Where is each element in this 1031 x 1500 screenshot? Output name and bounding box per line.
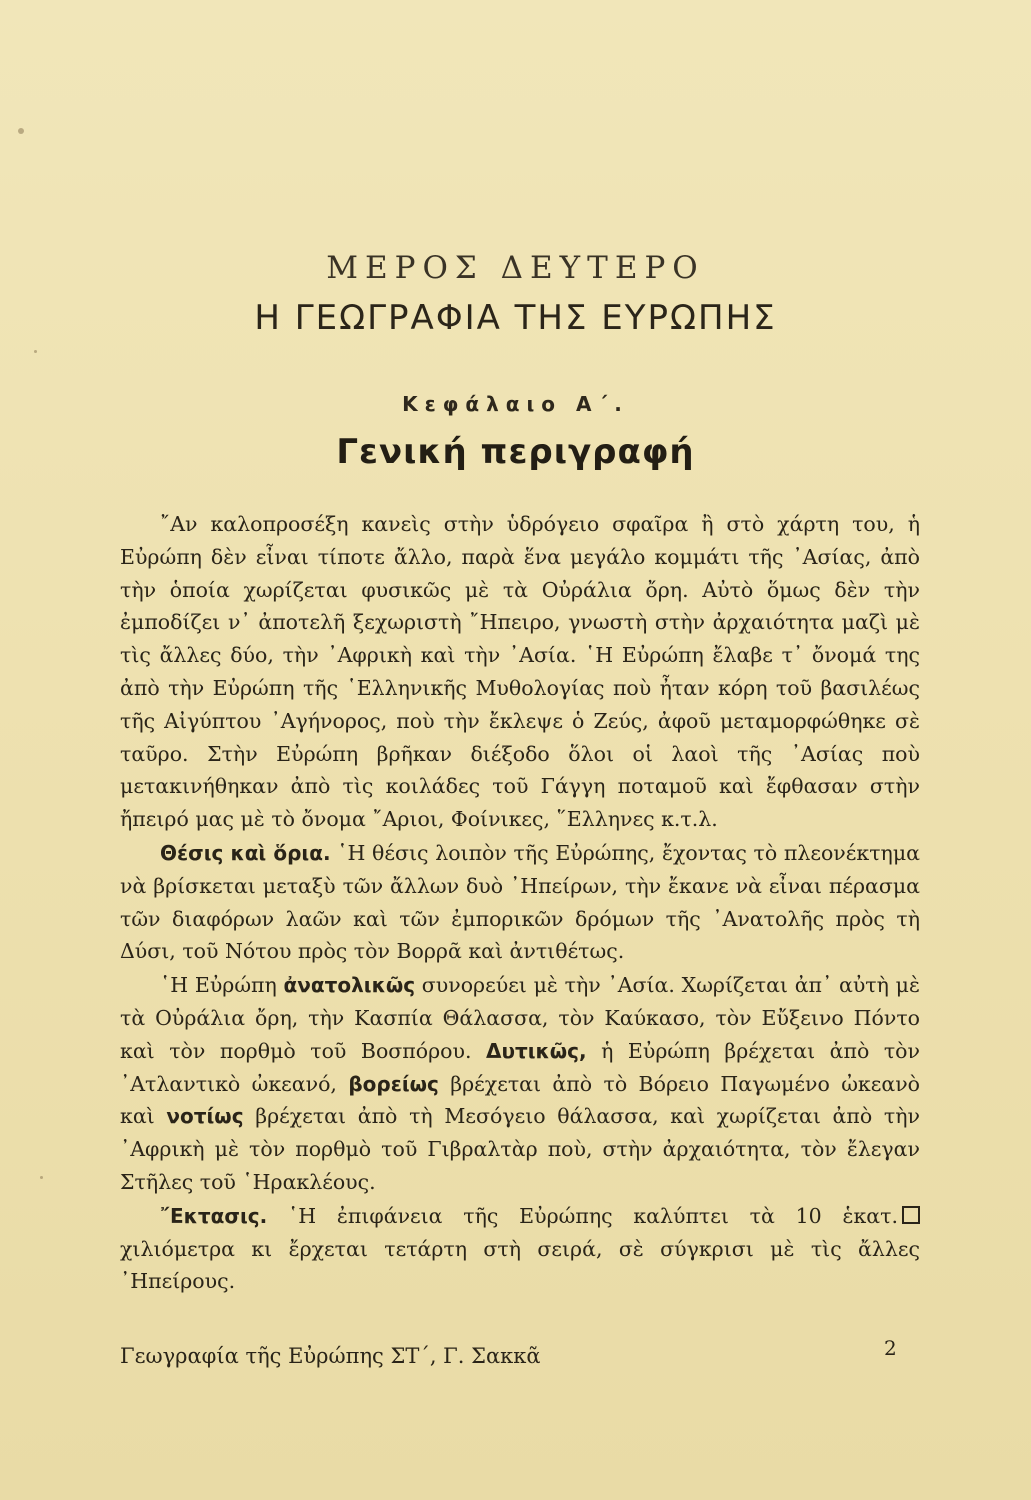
- borders-west-keyword: Δυτικῶς,: [486, 1038, 587, 1063]
- thesis-heading: Θέσις καὶ ὅρια.: [160, 840, 331, 865]
- borders-text-2: συνορεύει μὲ τὴν ᾿Ασία. Χωρίζεται ἀπ᾿ αὐτὴ μὲ τὰ Οὐράλια ὄρη, τὴν Κασπία Θάλασσα, τὸν Καύκασο, τὸν Εὔξεινο Πόντο καὶ τὸν πορθμὸ τοῦ Βοσπόρου.: [120, 973, 920, 1063]
- square-unit-icon: [902, 1206, 920, 1224]
- footer-signature: Γεωγραφία τῆς Εὐρώπης ΣΤ΄, Γ. Σακκᾶ: [120, 1344, 541, 1368]
- borders-east-keyword: ἀνατολικῶς: [283, 973, 416, 998]
- borders-text-1: ῾Η Εὐρώπη: [160, 973, 277, 998]
- paper-spot: [18, 128, 24, 134]
- paragraph-thesis: [120, 837, 920, 968]
- paragraph-intro: ῎Αν καλοπροσέξη κανεὶς στὴν ὑδρόγειο σφαῖρα ἢ στὸ χάρτη του, ἡ Εὐρώπη δὲν εἶναι τίποτε ἄλλο, παρὰ ἕνα μεγάλο κομμάτι τῆς ᾿Ασίας, ἀπὸ τὴν ὁποία χωρίζεται φυσικῶς μὲ τὰ Οὐράλια ὄρη. Αὐτὸ ὅμως δὲν τὴν ἐμποδίζει ν᾿ ἀποτελῆ ξεχωριστὴ ῎Ηπειρο, γνωστὴ στὴν ἀρχαιότητα μαζὶ μὲ τὶς ἄλλες δύο, τὴν ᾿Αφρικὴ καὶ τὴν ᾿Ασία. ῾Η Εὐρώπη ἔλαβε τ᾿ ὄνομά της ἀπὸ τὴν Εὐρώπη τῆς ῾Ελληνικῆς Μυθολογίας ποὺ ἦταν κόρη τοῦ βασιλέως τῆς Αἰγύπτου ᾿Αγήνορος, ποὺ τὴν ἔκλεψε ὁ Ζεύς, ἀφοῦ μεταμορφώθηκε σὲ ταῦρο. Στὴν Εὐρώπη βρῆκαν διέξοδο ὅλοι οἱ λαοὶ τῆς ᾿Ασίας ποὺ μετακινήθηκαν ἀπὸ τὶς κοιλάδες τοῦ Γάγγη ποταμοῦ καὶ ἔφθασαν στὴν ἤπειρό μας μὲ τὸ ὄνομα ῎Αριοι, Φοίνικες, ῞Ελληνες κ.τ.λ.: [120, 512, 920, 832]
- paragraph-borders: [120, 969, 920, 1199]
- borders-south-keyword: νοτίως: [166, 1104, 244, 1129]
- borders-text-5: βρέχεται ἀπὸ τὴ Μεσόγειο θάλασσα, καὶ χωρίζεται ἀπὸ τὴν ᾿Αφρικὴ μὲ τὸν πορθμὸ τοῦ Γιβραλτὰρ ποὺ, στὴν ἀρχαιότητα, τὸν ἔλεγαν Στῆλες τοῦ ῾Ηρακλέους.: [120, 1104, 920, 1194]
- body-text: [120, 508, 920, 1298]
- book-title: Η ΓΕΩΓΡΑΦΙΑ ΤΗΣ ΕΥΡΩΠΗΣ: [254, 298, 777, 338]
- extent-text-2: χιλιόμετρα κι ἔρχεται τετάρτη στὴ σειρά, σὲ σύγκρισι μὲ τὶς ἄλλες ᾿Ηπείρους.: [120, 1236, 920, 1294]
- paper-spot: [34, 350, 37, 353]
- extent-text-1: ῾Η ἐπιφάνεια τῆς Εὐρώπης καλύπτει τὰ 10 ἑκατ.: [287, 1203, 898, 1228]
- extent-heading: ῎Εκτασις.: [160, 1203, 268, 1228]
- borders-text-4: βρέχεται ἀπὸ τὸ Βόρειο Παγωμένο ὠκεανὸ καὶ: [120, 1071, 920, 1129]
- paper-spot: [40, 1176, 43, 1179]
- chapter-title: Γενική περιγραφή: [336, 432, 695, 472]
- borders-text-3: ἡ Εὐρώπη βρέχεται ἀπὸ τὸν ᾿Ατλαντικὸ ὠκεανό,: [120, 1038, 920, 1096]
- paragraph-extent: [120, 1200, 920, 1298]
- borders-north-keyword: βορείως: [348, 1071, 439, 1096]
- page-number: 2: [884, 1336, 897, 1360]
- thesis-text: ῾Η θέσις λοιπὸν τῆς Εὐρώπης, ἔχοντας τὸ πλεονέκτημα νὰ βρίσκεται μεταξὺ τῶν ἄλλων δυὸ ᾿Ηπείρων, τὴν ἔκανε νὰ εἶναι πέρασμα τῶν διαφόρων λαῶν καὶ τῶν ἐμπορικῶν δρόμων τῆς ᾿Ανατολῆς πρὸς τὴ Δύσι, τοῦ Νότου πρὸς τὸν Βορρᾶ καὶ ἀντιθέτως.: [120, 840, 920, 964]
- part-title: ΜΕΡΟΣ ΔΕΥΤΕΡΟ: [326, 250, 705, 286]
- chapter-label: Κεφάλαιο Α΄.: [402, 392, 629, 416]
